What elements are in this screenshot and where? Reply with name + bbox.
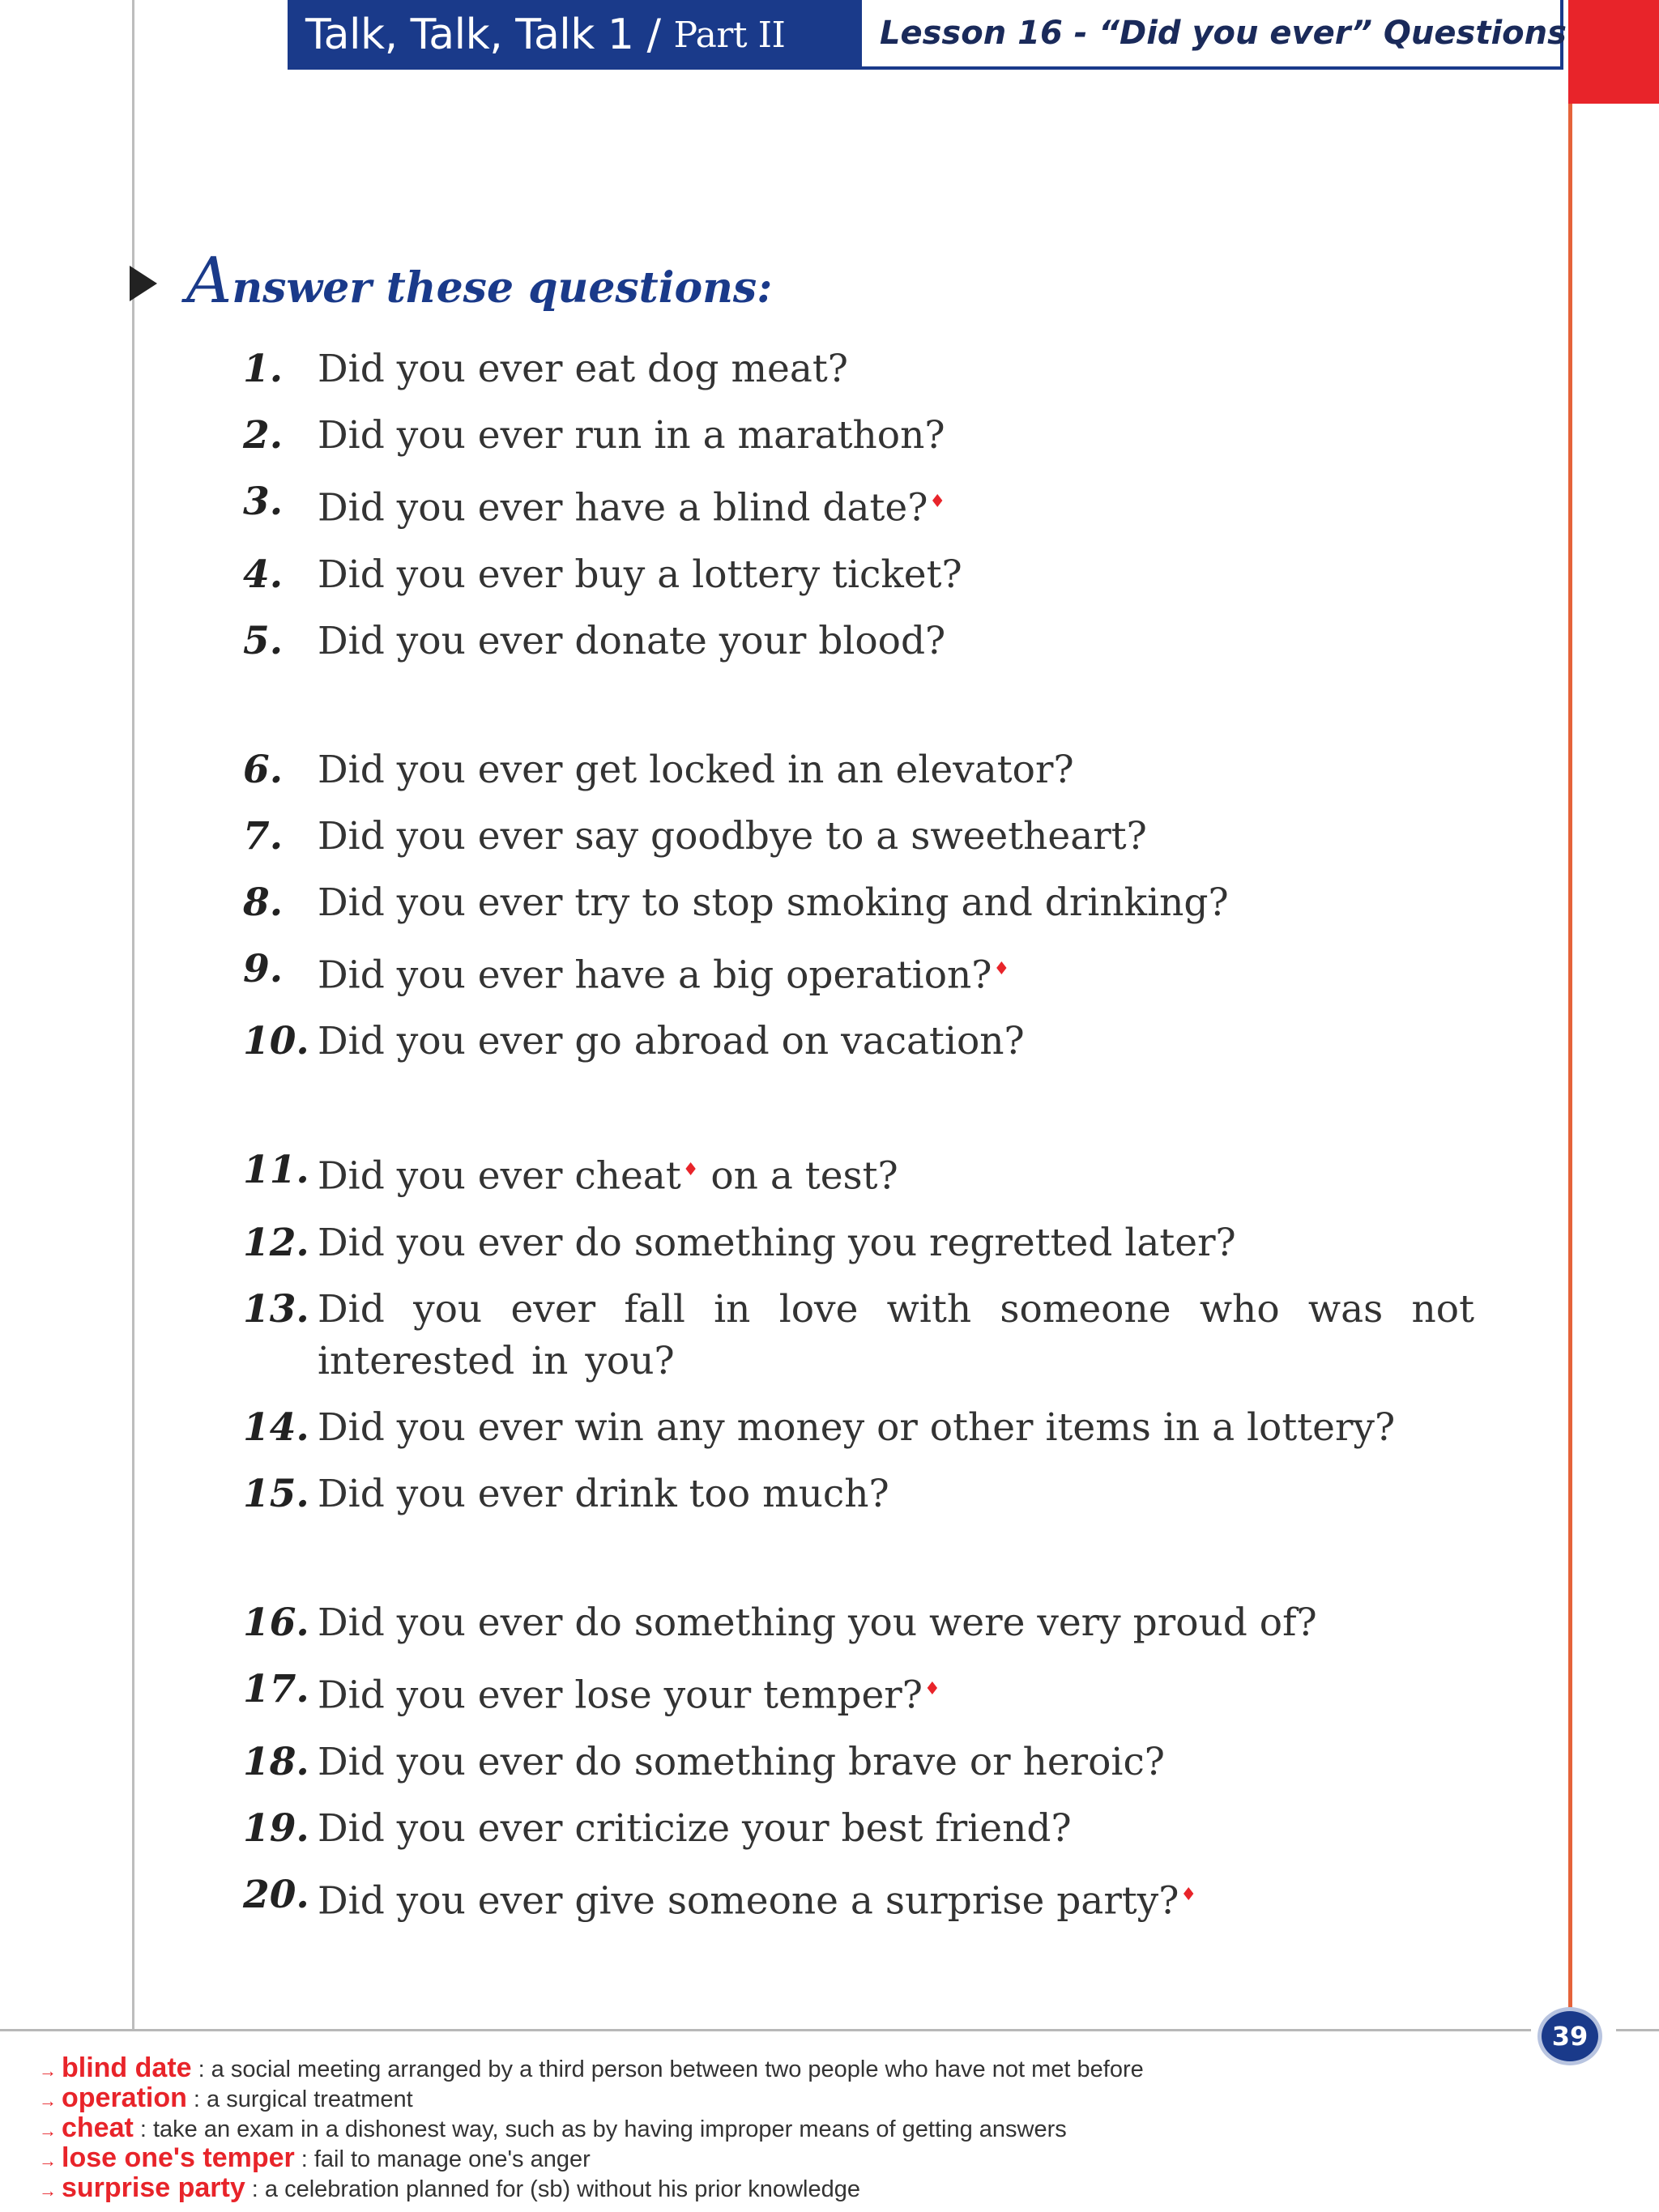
glossary-definition: : take an exam in a dishonest way, such as by having improper means of getting answers <box>139 2116 1067 2142</box>
question-number: 2. <box>243 413 284 458</box>
question-number: 17. <box>243 1666 309 1711</box>
question-number: 20. <box>243 1872 309 1917</box>
question-text <box>318 1210 1474 1276</box>
glossary-marker-icon: ♦ <box>993 958 1010 979</box>
footer-divider <box>0 2029 1531 2031</box>
question-item <box>243 1862 1474 1935</box>
question-number: 19. <box>243 1805 309 1851</box>
question-item <box>243 542 1474 608</box>
question-number: 4. <box>243 552 284 597</box>
glossary-marker-icon: ♦ <box>923 1678 940 1699</box>
glossary-term: lose one's temper <box>62 2142 295 2173</box>
question-text-main: Did you ever do something you regretted later? <box>318 1220 1236 1265</box>
question-text-main: Did you ever get locked in an elevator? <box>318 747 1074 792</box>
lesson-title: Lesson 16 - “Did you ever” Questions <box>880 15 1567 52</box>
question-number: 7. <box>243 813 284 859</box>
question-number: 12. <box>243 1220 309 1265</box>
question-number: 13. <box>243 1286 309 1332</box>
question-text <box>318 1284 1474 1387</box>
glossary-definition: : fail to manage one's anger <box>301 2146 591 2172</box>
question-text-main: Did you ever run in a marathon? <box>318 413 945 458</box>
glossary-marker-icon: ♦ <box>929 492 946 512</box>
question-item <box>243 403 1474 469</box>
question-text-main: Did you ever criticize your best friend? <box>318 1805 1072 1851</box>
question-item <box>243 936 1474 1009</box>
question-item <box>243 1137 1474 1210</box>
question-item <box>243 336 1474 403</box>
red-corner-tab <box>1568 0 1659 104</box>
question-item <box>243 1656 1474 1729</box>
arrow-icon: → <box>39 2150 57 2171</box>
question-text-main: Did you ever try to stop smoking and drinking? <box>318 880 1229 925</box>
question-number: 15. <box>243 1471 309 1516</box>
question-text-main: Did you ever do something you were very proud of? <box>318 1600 1317 1645</box>
book-part: Part II <box>673 14 786 56</box>
page-number-badge <box>1537 2007 1602 2065</box>
question-text <box>318 1796 1474 1862</box>
arrow-icon: → <box>39 2120 57 2141</box>
arrow-icon: → <box>39 2091 57 2111</box>
question-text-main: Did you ever lose your temper? <box>318 1673 923 1718</box>
question-group <box>243 1590 1474 1934</box>
glossary-definition: : a social meeting arranged by a third person between two people who have not met before <box>198 2056 1144 2082</box>
glossary-item <box>39 2052 1497 2082</box>
question-text-main: Did you ever say goodbye to a sweetheart? <box>318 813 1147 859</box>
question-text-tail: on a test? <box>698 1153 898 1199</box>
question-item <box>243 1729 1474 1796</box>
question-text <box>318 1656 1474 1729</box>
glossary <box>39 2052 1497 2202</box>
question-text <box>318 1729 1474 1796</box>
question-number: 6. <box>243 747 284 792</box>
book-title: Talk, Talk, Talk 1 / <box>305 11 661 59</box>
page-number: 39 <box>1551 2021 1589 2052</box>
question-text <box>318 737 1474 803</box>
question-item <box>243 737 1474 803</box>
section-heading <box>186 245 772 318</box>
glossary-term: cheat <box>62 2112 134 2143</box>
right-margin-line <box>1568 0 1572 2009</box>
question-text <box>318 1590 1474 1656</box>
lesson-title-banner <box>859 0 1567 70</box>
question-number: 5. <box>243 618 284 663</box>
question-text-main: Did you ever give someone a surprise party? <box>318 1878 1179 1924</box>
question-item <box>243 870 1474 936</box>
question-text <box>318 1395 1474 1461</box>
question-number: 16. <box>243 1600 309 1645</box>
question-text <box>318 1461 1474 1528</box>
question-number: 9. <box>243 946 284 991</box>
question-text-main: Did you ever donate your blood? <box>318 618 946 663</box>
question-number: 11. <box>243 1148 309 1193</box>
glossary-marker-icon: ♦ <box>682 1160 699 1181</box>
glossary-term: blind date <box>62 2052 192 2083</box>
question-group <box>243 1137 1474 1528</box>
question-number: 3. <box>243 479 284 524</box>
question-text <box>318 403 1474 469</box>
question-text <box>318 469 1474 542</box>
question-list <box>243 336 1474 1997</box>
question-text <box>318 542 1474 608</box>
question-number: 1. <box>243 347 284 391</box>
question-group <box>243 336 1474 675</box>
question-text-main: Did you ever have a blind date? <box>318 485 928 531</box>
question-text <box>318 936 1474 1009</box>
question-item <box>243 1461 1474 1528</box>
question-text-main: Did you ever cheat <box>318 1153 681 1199</box>
arrow-icon: → <box>39 2061 57 2081</box>
question-text-main: Did you ever drink too much? <box>318 1471 889 1516</box>
question-item <box>243 1590 1474 1656</box>
glossary-definition: : a celebration planned for (sb) without his prior knowledge <box>251 2176 860 2202</box>
question-text <box>318 803 1474 870</box>
question-text <box>318 1862 1474 1935</box>
question-item <box>243 1276 1474 1395</box>
question-item <box>243 1008 1474 1075</box>
question-item <box>243 469 1474 542</box>
question-text-main: Did you ever have a big operation? <box>318 953 992 998</box>
glossary-item <box>39 2112 1497 2142</box>
glossary-item <box>39 2082 1497 2112</box>
question-text <box>318 608 1474 675</box>
glossary-marker-icon: ♦ <box>1180 1884 1197 1905</box>
question-number: 14. <box>243 1404 309 1450</box>
question-text-main: Did you ever go abroad on vacation? <box>318 1019 1025 1064</box>
question-item <box>243 803 1474 870</box>
question-number: 10. <box>243 1019 309 1064</box>
question-text-main: Did you ever do something brave or heroic? <box>318 1739 1165 1784</box>
question-text-main: Did you ever win any money or other items in a lottery? <box>318 1404 1396 1450</box>
question-number: 18. <box>243 1739 309 1784</box>
glossary-term: surprise party <box>62 2172 245 2203</box>
question-item <box>243 608 1474 675</box>
footer-divider-right <box>1616 2029 1659 2031</box>
book-title-banner <box>288 0 859 70</box>
question-number: 8. <box>243 880 284 925</box>
triangle-arrow-icon <box>130 266 157 301</box>
left-margin-line <box>132 0 134 2029</box>
question-item <box>243 1395 1474 1461</box>
question-text <box>318 336 1474 403</box>
glossary-item <box>39 2142 1497 2172</box>
question-text-main: Did you ever eat dog meat? <box>318 347 848 391</box>
section-heading-text: nswer these questions: <box>232 263 773 313</box>
question-text <box>318 1137 1474 1210</box>
question-text-main: Did you ever buy a lottery ticket? <box>318 552 962 597</box>
arrow-icon: → <box>39 2180 57 2201</box>
glossary-item <box>39 2172 1497 2202</box>
section-heading-initial: A <box>186 245 232 318</box>
question-group <box>243 737 1474 1076</box>
glossary-term: operation <box>62 2082 187 2113</box>
question-item <box>243 1796 1474 1862</box>
question-text-main: Did you ever fall in love with someone who was not interested in you? <box>318 1286 1474 1383</box>
question-text <box>318 1008 1474 1075</box>
glossary-definition: : a surgical treatment <box>193 2086 413 2112</box>
question-text <box>318 870 1474 936</box>
question-item <box>243 1210 1474 1276</box>
